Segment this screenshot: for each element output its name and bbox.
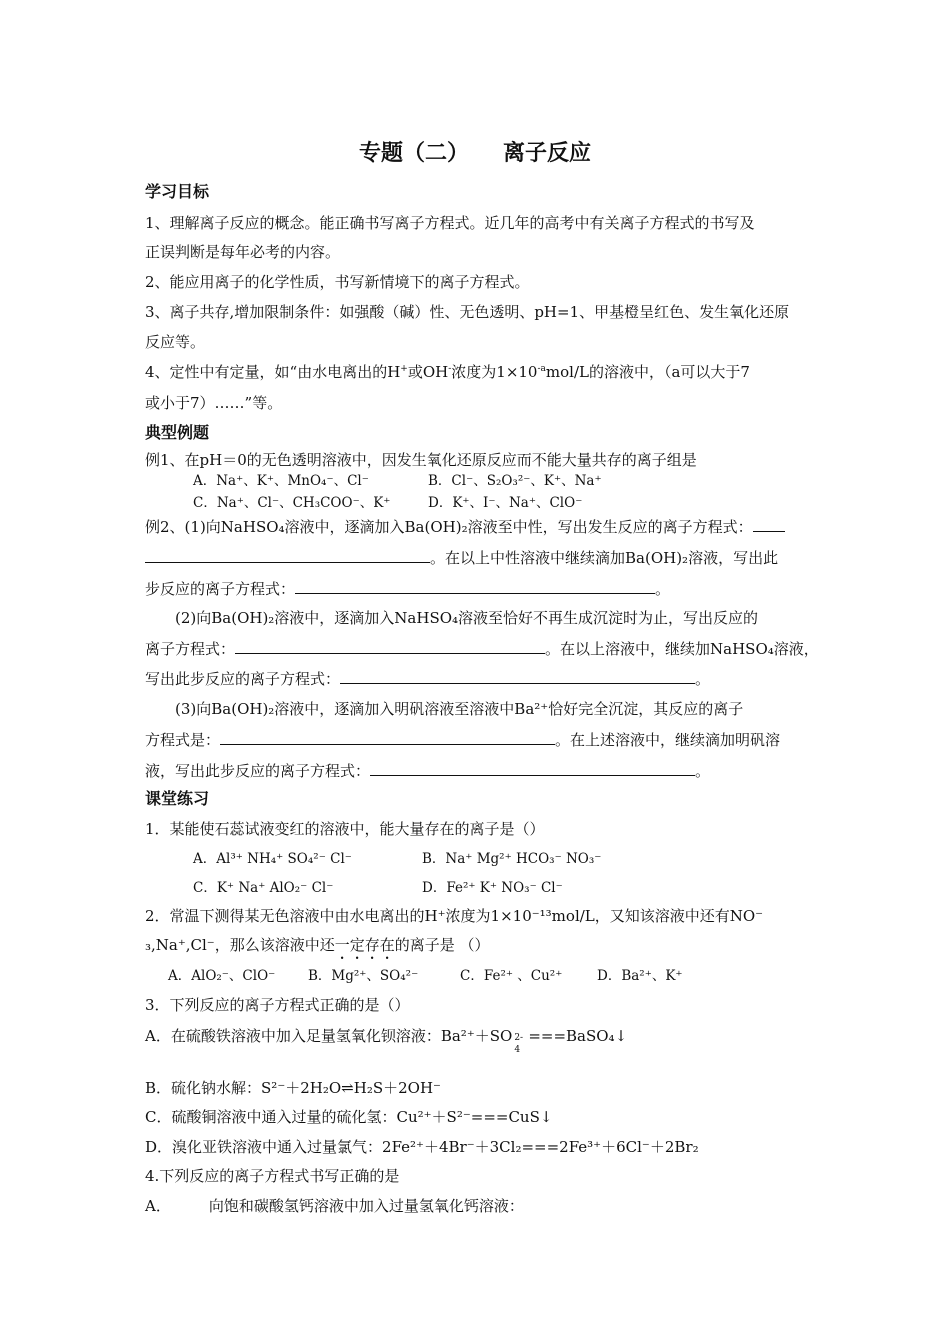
section-heading-practice: 课堂练习	[145, 789, 210, 808]
example-1-option-b: B．Cl⁻、S₂O₃²⁻、K⁺、Na⁺	[428, 473, 602, 489]
title-right: 离子反应	[503, 141, 592, 166]
example-1-option-c: C．Na⁺、Cl⁻、CH₃COO⁻、K⁺	[193, 495, 391, 511]
example-2-line-6: 写出此步反应的离子方程式： 。	[145, 670, 711, 688]
practice-q2-option-c: C．Fe²⁺ 、Cu²⁺	[460, 968, 563, 984]
practice-q2-option-b: B．Mg²⁺、SO₄²⁻	[308, 968, 419, 984]
goal-1-line-2: 正误判断是每年必考的内容。	[145, 243, 341, 261]
practice-q2-line-1: 2．常温下测得某无色溶液中由水电离出的H⁺浓度为1×10⁻¹³mol/L，又知该溶液中还有NO⁻	[145, 907, 764, 925]
example-2-line-9: 液，写出此步反应的离子方程式： 。	[145, 762, 711, 780]
practice-q2-line-2: ₃,Na⁺,Cl⁻，那么该溶液中还一定存在的离子是 （）	[145, 936, 490, 954]
section-heading-goals: 学习目标	[145, 182, 210, 201]
goal-3-line-2: 反应等。	[145, 333, 206, 351]
goal-4-line-2: 或小于7）……”等。	[145, 394, 283, 412]
example-2-line-5: 离子方程式： 。在以上溶液中，继续加NaHSO₄溶液，	[145, 640, 819, 658]
example-2-line-7: (3)向Ba(OH)₂溶液中，逐滴加入明矾溶液至溶液中Ba²⁺恰好完全沉淀，其反应的离子	[175, 700, 744, 718]
section-heading-examples: 典型例题	[145, 423, 210, 442]
answer-blank[interactable]	[145, 548, 430, 563]
page-title	[0, 136, 950, 167]
example-1-stem: 例1、在pH＝0的无色透明溶液中，因发生氧化还原反应而不能大量共存的离子组是	[145, 451, 697, 469]
goal-1-line-1: 1、理解离子反应的概念。能正确书写离子方程式。近几年的高考中有关离子方程式的书写及	[145, 214, 755, 232]
practice-q1: 1．某能使石蕊试液变红的溶液中，能大量存在的离子是（）	[145, 820, 545, 838]
practice-q4: 4.下列反应的离子方程式书写正确的是	[145, 1167, 400, 1185]
example-2-line-3: 步反应的离子方程式： 。	[145, 580, 671, 598]
example-2-line-1: 例2、(1)向NaHSO₄溶液中，逐滴加入Ba(OH)₂溶液至中性，写出发生反应的离子方程式：	[145, 517, 785, 537]
goal-4-line-1: 4、定性中有定量，如“由水电离出的H+或OH-浓度为$1\times 10^{-a}mol/L$的溶液中，（a可以大于7	[145, 363, 750, 381]
goal-2: 2、能应用离子的化学性质，书写新情境下的离子方程式。	[145, 273, 530, 291]
practice-q1-option-c: C．K⁺ Na⁺ AlO₂⁻ Cl⁻	[193, 880, 334, 896]
goal-3-line-1: 3、离子共存,增加限制条件：如强酸（碱）性、无色透明、pH=1、甲基橙呈红色、发生氧化还原	[145, 303, 790, 321]
practice-q3-option-a: A．在硫酸铁溶液中加入足量氢氧化钡溶液：Ba²⁺＋SO 2- 4 ===BaSO₄↓	[145, 1027, 628, 1055]
practice-q1-option-a: A．Al³⁺ NH₄⁺ SO₄²⁻ Cl⁻	[193, 851, 352, 867]
practice-q3-option-c: C．硫酸铜溶液中通入过量的硫化氢：Cu²⁺＋S²⁻===CuS↓	[145, 1108, 553, 1126]
answer-blank[interactable]	[753, 517, 785, 532]
practice-q1-option-b: B．Na⁺ Mg²⁺ HCO₃⁻ NO₃⁻	[422, 851, 602, 867]
practice-q2-option-d: D．Ba²⁺、K⁺	[597, 968, 683, 984]
answer-blank[interactable]	[340, 669, 695, 684]
example-1-option-d: D．K⁺、I⁻、Na⁺、ClO⁻	[428, 495, 583, 511]
example-2-line-4: (2)向Ba(OH)₂溶液中，逐滴加入NaHSO₄溶液至恰好不再生成沉淀时为止，写出反应的	[175, 609, 759, 627]
practice-q2-option-a: A．AlO₂⁻、ClO⁻	[168, 968, 276, 984]
answer-blank[interactable]	[295, 579, 655, 594]
practice-q3: 3．下列反应的离子方程式正确的是（）	[145, 996, 410, 1014]
practice-q4-option-a: A． 向饱和碳酸氢钙溶液中加入过量氢氧化钙溶液：	[145, 1197, 524, 1215]
answer-blank[interactable]	[220, 730, 555, 745]
answer-blank[interactable]	[235, 639, 545, 654]
practice-q3-option-d: D．溴化亚铁溶液中通入过量氯气：2Fe²⁺＋4Br⁻＋3Cl₂===2Fe³⁺＋6Cl⁻＋2Br₂	[145, 1138, 699, 1156]
example-2-line-8: 方程式是： 。在上述溶液中，继续滴加明矾溶	[145, 731, 781, 749]
practice-q3-option-b: B．硫化钠水解：S²⁻＋2H₂O⇌H₂S＋2OH⁻	[145, 1079, 441, 1097]
answer-blank[interactable]	[370, 761, 695, 776]
practice-q1-option-d: D．Fe²⁺ K⁺ NO₃⁻ Cl⁻	[422, 880, 563, 896]
example-1-option-a: A．Na⁺、K⁺、MnO₄⁻、Cl⁻	[193, 473, 369, 489]
example-2-line-2: 。在以上中性溶液中继续滴加Ba(OH)₂溶液，写出此	[145, 548, 778, 568]
title-left: 专题（二）	[358, 141, 469, 166]
